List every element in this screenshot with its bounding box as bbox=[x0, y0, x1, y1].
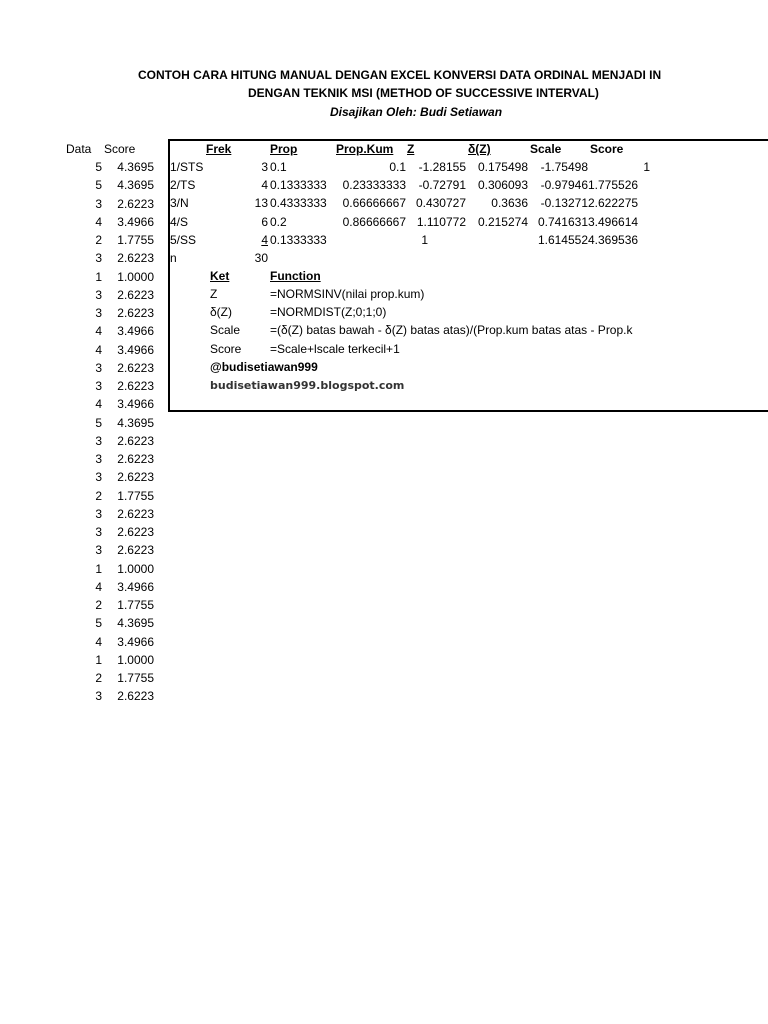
left-score-cell: 2.6223 bbox=[117, 470, 154, 485]
left-score-cell: 1.0000 bbox=[117, 269, 154, 284]
legend-function: =(δ(Z) batas bawah - δ(Z) batas atas)/(Prop.kum batas atas - Prop.k bbox=[270, 323, 633, 338]
msi-scale-cell: 0.741631 bbox=[537, 214, 588, 229]
left-data-cell: 1 bbox=[95, 561, 102, 576]
msi-dz-cell: 0.215274 bbox=[477, 214, 528, 229]
left-data-cell: 3 bbox=[95, 433, 102, 448]
left-score-cell: 2.6223 bbox=[117, 306, 154, 320]
left-data-cell: 3 bbox=[95, 452, 102, 466]
legend-ket: Scale bbox=[210, 323, 241, 338]
msi-frek-cell: 13 bbox=[254, 196, 268, 211]
handle-text: @budisetiawan999 bbox=[210, 360, 318, 374]
left-score-cell: 1.7755 bbox=[117, 233, 154, 247]
left-data-cell: 5 bbox=[95, 415, 102, 430]
msi-frek-cell: 4 bbox=[261, 178, 268, 193]
msi-cat-cell: 5/SS bbox=[170, 232, 197, 247]
left-data-cell: 1 bbox=[95, 269, 102, 284]
left-data-cell: 3 bbox=[95, 506, 102, 521]
legend-ket-header: Ket bbox=[210, 269, 230, 283]
left-data-cell: 3 bbox=[95, 306, 102, 320]
header-dz: δ(Z) bbox=[468, 142, 491, 156]
msi-score-cell: 2.622275 bbox=[588, 196, 639, 211]
msi-scale-cell: -0.13271 bbox=[540, 196, 588, 211]
left-data-cell: 2 bbox=[95, 233, 102, 247]
left-score-cell: 2.6223 bbox=[117, 525, 154, 539]
left-score-cell: 3.4966 bbox=[117, 324, 154, 339]
left-data-cell: 1 bbox=[95, 652, 102, 667]
left-score-cell: 3.4966 bbox=[117, 397, 154, 412]
left-score-cell: 2.6223 bbox=[117, 360, 154, 375]
left-score-cell: 3.4966 bbox=[117, 634, 154, 649]
legend-function: =Scale+lscale terkecil+1 bbox=[270, 341, 400, 356]
msi-scale-cell: 1.614552 bbox=[537, 232, 588, 247]
msi-prop-cell: 0.2 bbox=[270, 214, 287, 229]
msi-frek-cell: 4 bbox=[261, 232, 268, 247]
msi-propkum-cell: 0.1 bbox=[389, 160, 406, 174]
n-value: 30 bbox=[254, 251, 268, 265]
header-frek: Frek bbox=[206, 142, 232, 156]
left-score-cell: 1.7755 bbox=[117, 488, 154, 503]
header-z: Z bbox=[407, 142, 415, 156]
left-data-cell: 3 bbox=[95, 251, 102, 266]
left-score-cell: 1.7755 bbox=[117, 598, 154, 612]
title-line-2: DENGAN TEKNIK MSI (METHOD OF SUCCESSIVE INTERVAL) bbox=[248, 86, 599, 100]
left-score-cell: 2.6223 bbox=[117, 196, 154, 211]
left-data-cell: 2 bbox=[95, 488, 102, 503]
header-data: Data bbox=[66, 142, 92, 156]
left-data-cell: 5 bbox=[95, 160, 102, 174]
left-score-cell: 4.3695 bbox=[117, 178, 154, 193]
left-data-cell: 3 bbox=[95, 525, 102, 539]
msi-z-cell: 1.110772 bbox=[416, 214, 466, 229]
left-score-cell: 2.6223 bbox=[117, 689, 154, 704]
msi-dz-cell: 0.3636 bbox=[491, 196, 528, 211]
title-line-3: Disajikan Oleh: Budi Setiawan bbox=[330, 105, 503, 119]
left-data-cell: 2 bbox=[95, 671, 102, 685]
left-score-cell: 3.4966 bbox=[117, 579, 154, 594]
header-score-msi: Score bbox=[590, 142, 624, 156]
msi-dz-cell: 0.175498 bbox=[477, 160, 528, 174]
left-data-cell: 3 bbox=[95, 379, 102, 393]
left-data-cell: 5 bbox=[95, 178, 102, 193]
msi-prop-cell: 0.1333333 bbox=[270, 178, 327, 193]
left-data-cell: 4 bbox=[95, 397, 102, 412]
msi-cat-cell: 2/TS bbox=[170, 178, 196, 193]
msi-cat-cell: 1/STS bbox=[170, 160, 204, 174]
n-label: n bbox=[170, 251, 177, 265]
msi-z-cell: -1.28155 bbox=[418, 160, 466, 174]
header-score: Score bbox=[104, 142, 136, 156]
left-score-cell: 1.0000 bbox=[117, 652, 154, 667]
msi-propkum-cell: 0.66666667 bbox=[342, 196, 406, 211]
msi-z-cell: 0.430727 bbox=[415, 196, 466, 211]
title-line-1: CONTOH CARA HITUNG MANUAL DENGAN EXCEL KONVERSI DATA ORDINAL MENJADI IN bbox=[138, 68, 662, 82]
left-data-cell: 5 bbox=[95, 616, 102, 631]
msi-scale-cell: -1.75498 bbox=[540, 160, 588, 174]
legend-function: =NORMSINV(nilai prop.kum) bbox=[270, 287, 425, 301]
msi-scale-cell: -0.97946 bbox=[540, 178, 588, 193]
msi-score-cell: 1 bbox=[643, 160, 650, 174]
msi-propkum-cell: 1 bbox=[421, 232, 428, 247]
msi-dz-cell: 0.306093 bbox=[477, 178, 528, 193]
left-score-cell: 2.6223 bbox=[117, 251, 154, 266]
header-scale: Scale bbox=[530, 142, 562, 156]
left-score-cell: 2.6223 bbox=[117, 433, 154, 448]
left-score-cell: 2.6223 bbox=[117, 506, 154, 521]
legend-ket: Score bbox=[210, 341, 242, 356]
left-data-cell: 3 bbox=[95, 287, 102, 302]
left-data-cell: 3 bbox=[95, 470, 102, 485]
left-score-cell: 3.4966 bbox=[117, 342, 154, 357]
msi-cat-cell: 4/S bbox=[170, 214, 189, 229]
left-data-cell: 3 bbox=[95, 360, 102, 375]
legend-function-header: Function bbox=[270, 269, 321, 283]
left-data-cell: 3 bbox=[95, 543, 102, 558]
header-prop: Prop bbox=[270, 142, 298, 156]
msi-prop-cell: 0.4333333 bbox=[270, 196, 327, 211]
left-score-cell: 3.4966 bbox=[117, 214, 154, 229]
msi-prop-cell: 0.1333333 bbox=[270, 232, 327, 247]
left-score-cell: 2.6223 bbox=[117, 452, 154, 466]
left-score-cell: 2.6223 bbox=[117, 287, 154, 302]
msi-cat-cell: 3/N bbox=[170, 196, 189, 211]
left-data-cell: 4 bbox=[95, 342, 102, 357]
msi-propkum-cell: 0.86666667 bbox=[342, 214, 406, 229]
left-data-cell: 4 bbox=[95, 214, 102, 229]
msi-score-cell: 3.496614 bbox=[588, 214, 639, 229]
msi-propkum-cell: 0.23333333 bbox=[342, 178, 406, 193]
left-data-cell: 3 bbox=[95, 196, 102, 211]
left-data-cell: 4 bbox=[95, 324, 102, 339]
legend-ket: δ(Z) bbox=[210, 305, 233, 320]
left-score-cell: 2.6223 bbox=[117, 379, 154, 393]
msi-frek-cell: 6 bbox=[261, 214, 268, 229]
left-data-cell: 4 bbox=[95, 579, 102, 594]
left-data-cell: 3 bbox=[95, 689, 102, 704]
left-score-cell: 2.6223 bbox=[117, 543, 154, 558]
legend-function: =NORMDIST(Z;0;1;0) bbox=[270, 305, 387, 320]
header-propkum: Prop.Kum bbox=[336, 142, 394, 156]
left-score-cell: 1.0000 bbox=[117, 561, 154, 576]
left-data-cell: 2 bbox=[95, 598, 102, 612]
msi-frek-cell: 3 bbox=[261, 160, 268, 174]
msi-prop-cell: 0.1 bbox=[270, 160, 287, 174]
left-score-cell: 1.7755 bbox=[117, 671, 154, 685]
left-data-cell: 4 bbox=[95, 634, 102, 649]
msi-z-cell: -0.72791 bbox=[418, 178, 466, 193]
msi-score-cell: 1.775526 bbox=[588, 178, 639, 193]
legend-ket: Z bbox=[210, 287, 218, 301]
left-score-cell: 4.3695 bbox=[117, 616, 154, 631]
left-score-cell: 4.3695 bbox=[117, 415, 154, 430]
blog-link[interactable]: budisetiawan999.blogspot.com bbox=[210, 379, 405, 392]
left-score-cell: 4.3695 bbox=[117, 160, 154, 174]
msi-score-cell: 4.369536 bbox=[588, 232, 639, 247]
